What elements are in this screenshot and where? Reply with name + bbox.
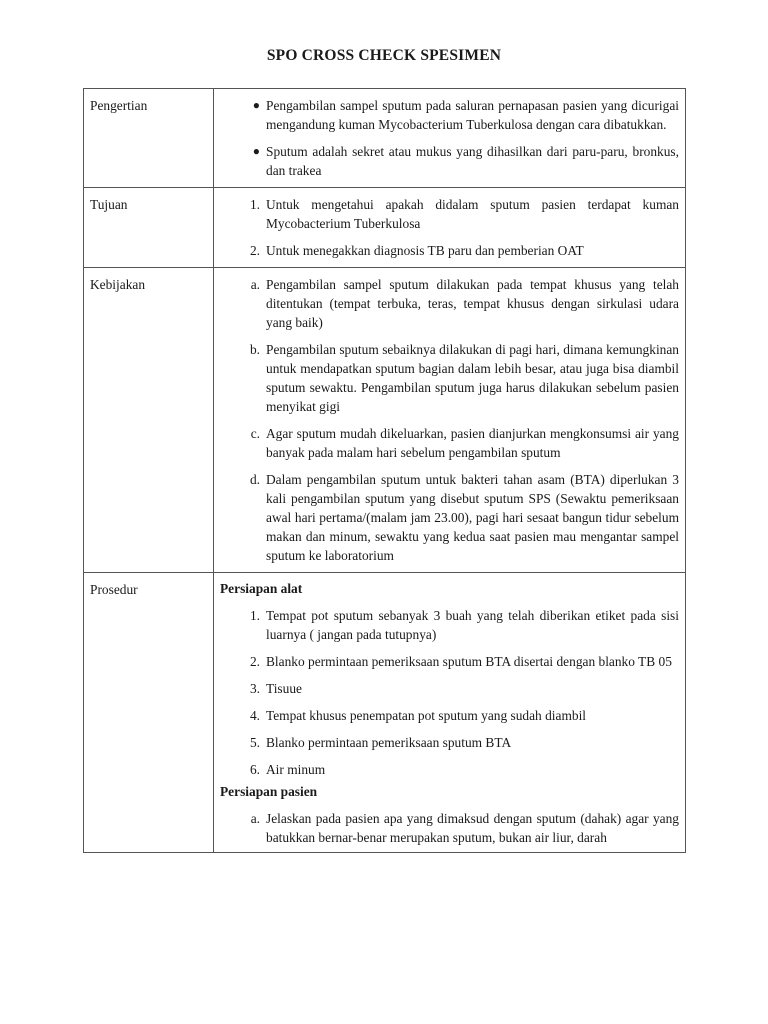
list-item-marker: 1. xyxy=(249,197,260,212)
row-pengertian xyxy=(84,89,686,188)
tujuan-list xyxy=(220,195,679,260)
list-item xyxy=(220,760,679,779)
row-prosedur xyxy=(84,573,686,853)
list-item xyxy=(220,679,679,698)
pengertian-content xyxy=(214,89,686,188)
list-item xyxy=(220,652,679,671)
list-item-text: Sputum adalah sekret atau mukus yang dihasilkan dari paru-paru, bronkus, dan trakea xyxy=(266,144,679,178)
list-item xyxy=(220,96,679,134)
pengertian-list xyxy=(220,96,679,180)
row-tujuan xyxy=(84,188,686,268)
list-item-text: Air minum xyxy=(266,762,326,777)
list-item-marker: c. xyxy=(250,426,260,441)
list-item xyxy=(220,424,679,462)
list-item-marker: 4. xyxy=(249,708,260,723)
list-item xyxy=(220,733,679,752)
kebijakan-list xyxy=(220,275,679,565)
list-item-text: Untuk mengetahui apakah didalam sputum pasien terdapat kuman Mycobacterium Tuberkulosa xyxy=(266,197,679,231)
list-item-marker: 1. xyxy=(249,608,260,623)
bullet-icon: ● xyxy=(252,144,260,158)
list-item xyxy=(220,606,679,644)
list-item xyxy=(220,275,679,332)
row-kebijakan xyxy=(84,268,686,573)
list-item-text: Agar sputum mudah dikeluarkan, pasien dianjurkan mengkonsumsi air yang banyak pada malam hari sebelum pengambilan sputum xyxy=(266,426,679,460)
list-item xyxy=(220,706,679,725)
spo-table xyxy=(83,88,686,853)
list-item-text: Blanko permintaan pemeriksaan sputum BTA disertai dengan blanko TB 05 xyxy=(266,654,672,669)
section-heading-persiapan-pasien: Persiapan pasien xyxy=(220,784,318,799)
list-item xyxy=(220,241,679,260)
list-item xyxy=(220,470,679,565)
tujuan-content xyxy=(214,188,686,268)
list-item-marker: b. xyxy=(249,342,260,357)
document-title: SPO CROSS CHECK SPESIMEN xyxy=(266,47,502,64)
list-item xyxy=(220,195,679,233)
list-item-text: Tisuue xyxy=(266,681,302,696)
list-item-text: Dalam pengambilan sputum untuk bakteri tahan asam (BTA) diperlukan 3 kali pengambilan sputum yang disebut sputum SPS (Sewaktu pemeriksaan awal hari pertama/(malam jam 23.00), pagi hari sesaat bangun tidur sebelum makan dan minum, sewaktu yang kedua saat pasien mau mengantar sampel sputum ke laboratorium xyxy=(266,472,679,563)
bullet-icon: ● xyxy=(252,98,260,112)
prosedur-content xyxy=(214,573,686,853)
list-item-text: Pengambilan sampel sputum dilakukan pada tempat khusus yang telah ditentukan (tempat terbuka, teras, tempat khusus dengan sirkulasi udara yang baik) xyxy=(266,277,679,330)
row-label-pengertian: Pengertian xyxy=(84,89,214,188)
list-item-marker: a. xyxy=(250,811,260,826)
row-label-kebijakan: Kebijakan xyxy=(84,268,214,573)
list-item-marker: 2. xyxy=(249,243,260,258)
list-item xyxy=(220,809,679,845)
list-item-marker: 6. xyxy=(249,762,260,777)
list-item-marker: d. xyxy=(249,472,260,487)
list-item-text: Tempat khusus penempatan pot sputum yang sudah diambil xyxy=(266,708,587,723)
persiapan-pasien-list xyxy=(220,809,679,845)
section-heading-persiapan-alat: Persiapan alat xyxy=(220,581,303,596)
list-item-marker: a. xyxy=(250,277,260,292)
list-item-marker: 3. xyxy=(249,681,260,696)
list-item-text: Jelaskan pada pasien apa yang dimaksud dengan sputum (dahak) agar yang batukkan bernar-benar merupakan sputum, bukan air liur, darah xyxy=(266,811,679,845)
list-item-text: Tempat pot sputum sebanyak 3 buah yang telah diberikan etiket pada sisi luarnya ( jangan pada tutupnya) xyxy=(266,608,679,642)
list-item-marker: 5. xyxy=(249,735,260,750)
persiapan-alat-list xyxy=(220,606,679,779)
row-label-prosedur: Prosedur xyxy=(84,573,214,853)
list-item-text: Pengambilan sampel sputum pada saluran pernapasan pasien yang dicurigai mengandung kuman Mycobacterium Tuberkulosa dengan cara dibatukkan. xyxy=(266,98,679,132)
list-item-text: Blanko permintaan pemeriksaan sputum BTA xyxy=(266,735,512,750)
list-item xyxy=(220,142,679,180)
kebijakan-content xyxy=(214,268,686,573)
list-item-marker: 2. xyxy=(249,654,260,669)
list-item-text: Pengambilan sputum sebaiknya dilakukan di pagi hari, dimana kemungkinan untuk mendapatkan sputum bagian dalam lebih besar, atau juga bisa diambil sputum sewaktu. Pengambilan sputum juga harus dilakukan sebelum pasien menyikat gigi xyxy=(266,342,679,414)
list-item xyxy=(220,340,679,416)
list-item-text: Untuk menegakkan diagnosis TB paru dan pemberian OAT xyxy=(266,243,584,258)
row-label-tujuan: Tujuan xyxy=(84,188,214,268)
